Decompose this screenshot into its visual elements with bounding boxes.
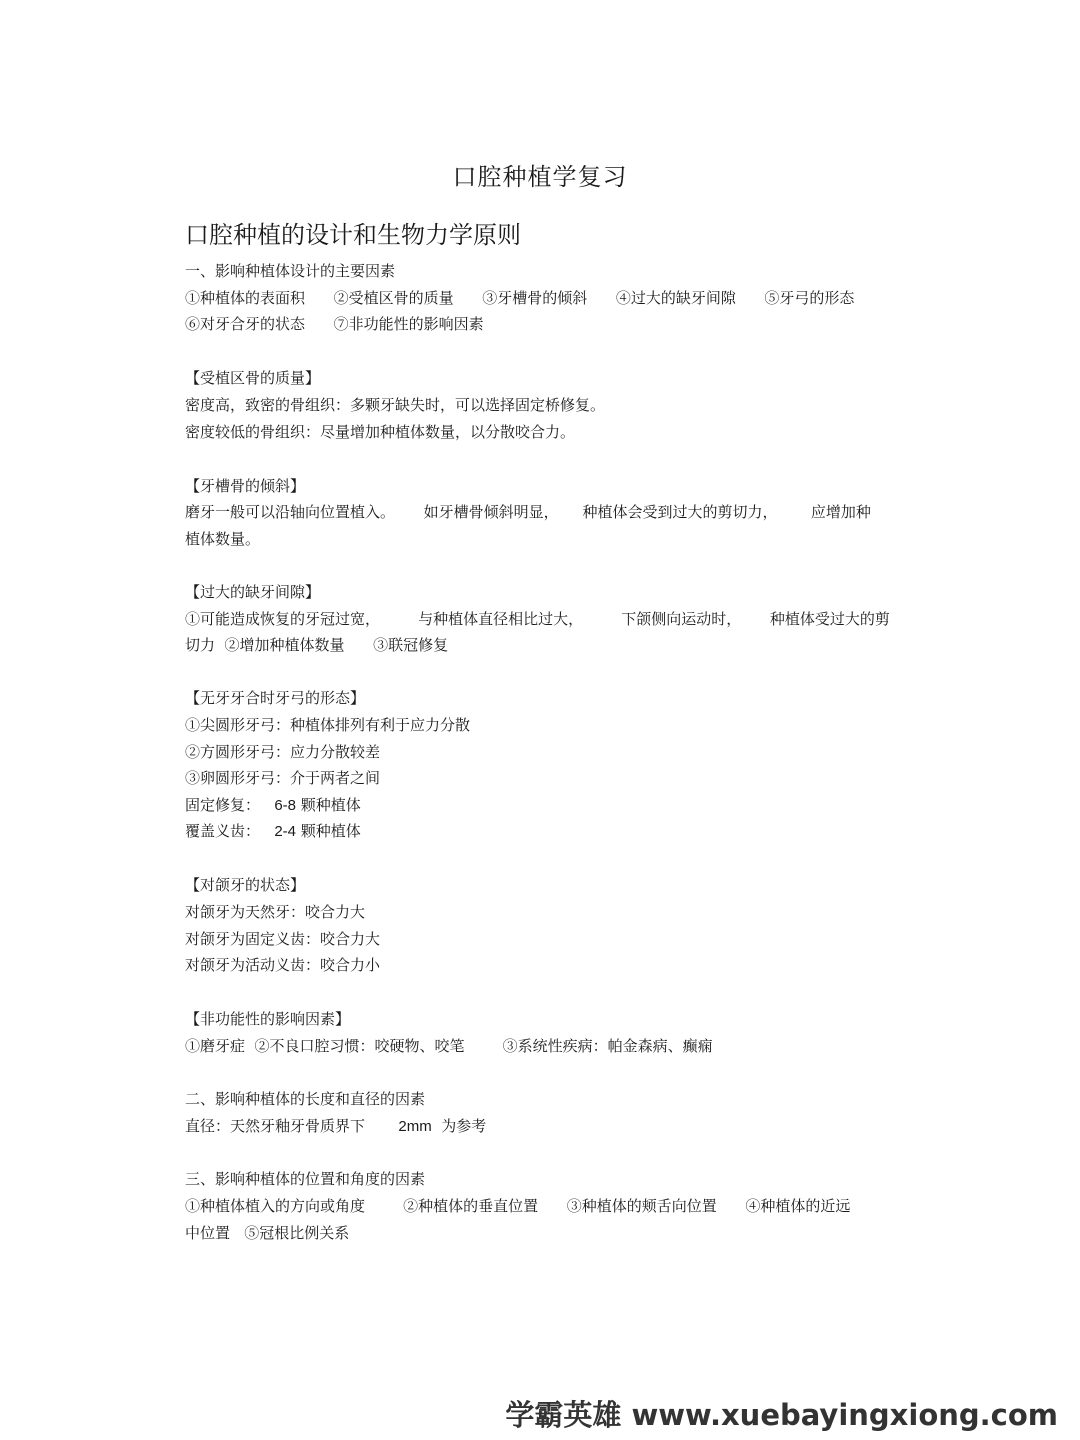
nonfunc-heading: 【非功能性的影响因素】 (185, 1010, 351, 1028)
bone-line1: 密度高，致密的骨组织：多颗牙缺失时，可以选择固定桥修复。 (185, 396, 606, 414)
fixed-count: 6-8 (274, 797, 297, 814)
opp-line2: 对颌牙为固定义齿：咬合力大 (185, 930, 381, 948)
s1-factors-line1: ①种植体的表面积 ②受植区骨的质量 ③牙槽骨的倾斜 ④过大的缺牙间隙 ⑤牙弓的形态 (185, 289, 855, 307)
fixed-label: 固定修复： (185, 796, 261, 814)
arch-heading: 【无牙牙合时牙弓的形态】 (185, 689, 366, 707)
s3-line2: 中位置 ⑤冠根比例关系 (185, 1224, 350, 1242)
watermark-brand: 学霸英雄 (505, 1398, 622, 1432)
section-title: 口腔种植的设计和生物力学原则 (185, 221, 521, 249)
over-count: 2-4 (274, 823, 297, 840)
arch-fixed-line (185, 795, 361, 815)
opp-heading: 【对颌牙的状态】 (185, 876, 306, 894)
bone-heading: 【受植区骨的质量】 (185, 369, 321, 387)
watermark-url: www.xuebayingxiong.com (631, 1398, 1058, 1432)
bone-line2: 密度较低的骨组织：尽量增加种植体数量，以分散咬合力。 (185, 423, 576, 441)
document-title: 口腔种植学复习 (452, 163, 628, 191)
arch-overdenture-line (185, 821, 361, 841)
diameter-rest: 为参考 (441, 1117, 487, 1135)
arch-line2: ②方圆形牙弓：应力分散较差 (185, 743, 381, 761)
s1-heading: 一、影响种植体设计的主要因素 (185, 262, 396, 280)
fixed-unit: 颗种植体 (300, 796, 361, 814)
diameter-label: 直径：天然牙釉牙骨质界下 (185, 1117, 366, 1135)
s1-factors-line2: ⑥对牙合牙的状态 ⑦非功能性的影响因素 (185, 315, 484, 333)
gap-heading: 【过大的缺牙间隙】 (185, 583, 321, 601)
s3-heading: 三、影响种植体的位置和角度的因素 (185, 1170, 426, 1188)
s3-line1: ①种植体植入的方向或角度 ②种植体的垂直位置 ③种植体的颊舌向位置 ④种植体的近远 (185, 1197, 851, 1215)
gap-line1: ①可能造成恢复的牙冠过宽， 与种植体直径相比过大， 下颌侧向运动时， 种植体受过大的剪 (185, 610, 890, 628)
arch-line1: ①尖圆形牙弓：种植体排列有利于应力分散 (185, 716, 471, 734)
diameter-value: 2mm (398, 1118, 432, 1135)
slope-line1: 磨牙一般可以沿轴向位置植入。 如牙槽骨倾斜明显， 种植体会受到过大的剪切力， 应增加种 (185, 503, 871, 521)
watermark (505, 1393, 1058, 1434)
over-label: 覆盖义齿： (185, 822, 261, 840)
slope-heading: 【牙槽骨的倾斜】 (185, 477, 306, 495)
gap-line2: 切力 ②增加种植体数量 ③联冠修复 (185, 636, 449, 654)
opp-line1: 对颌牙为天然牙：咬合力大 (185, 903, 366, 921)
arch-line3: ③卵圆形牙弓：介于两者之间 (185, 769, 381, 787)
slope-line2: 植体数量。 (185, 530, 261, 548)
s2-heading: 二、影响种植体的长度和直径的因素 (185, 1090, 426, 1108)
opp-line3: 对颌牙为活动义齿：咬合力小 (185, 956, 381, 974)
s2-diameter-line (185, 1116, 486, 1136)
over-unit: 颗种植体 (300, 822, 361, 840)
nonfunc-line1: ①磨牙症 ②不良口腔习惯：咬硬物、咬笔 ③系统性疾病：帕金森病、癫痫 (185, 1037, 713, 1055)
